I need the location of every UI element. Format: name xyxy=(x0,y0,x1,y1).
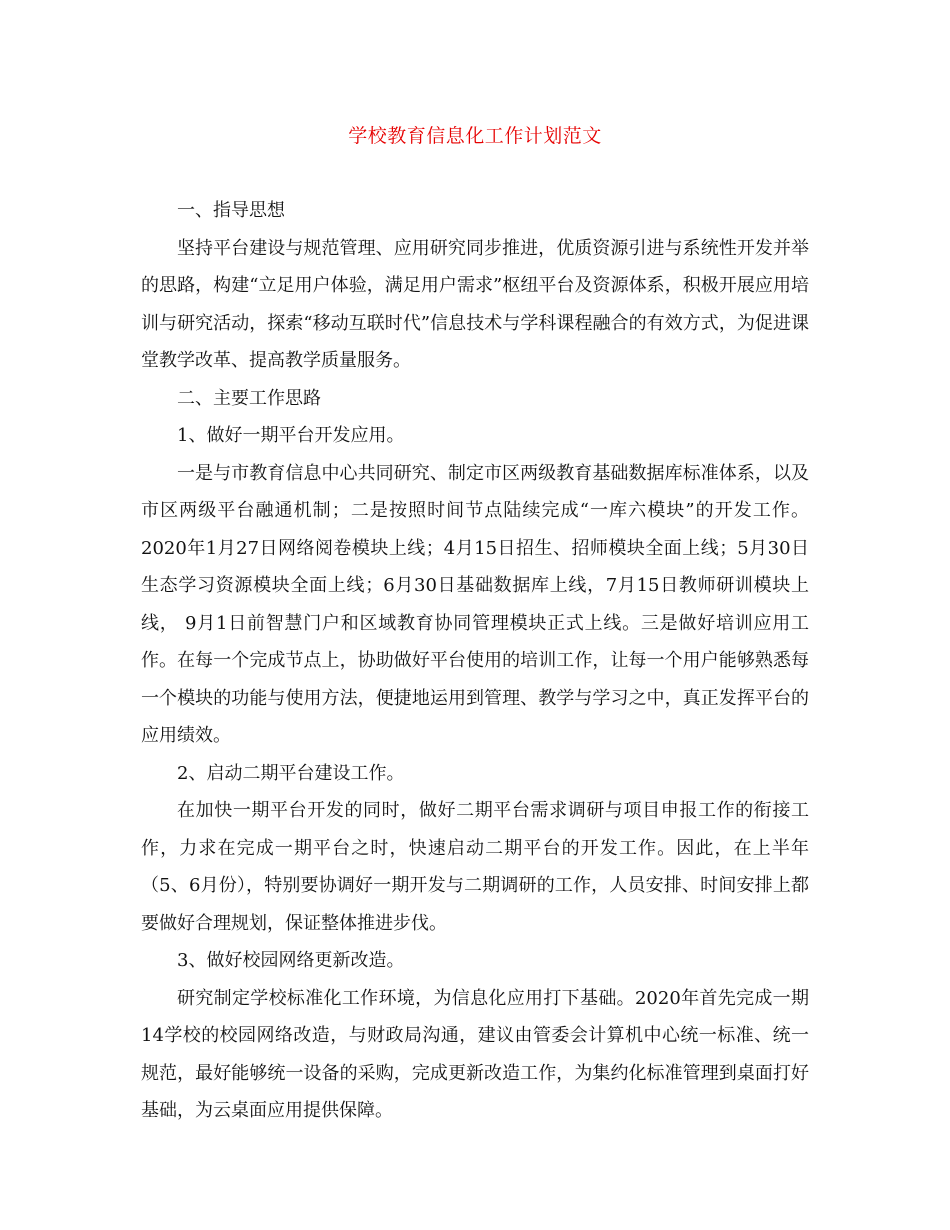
subheading-phase-one-platform: 1、做好一期平台开发应用。 xyxy=(177,425,405,446)
paragraph-campus-network: 研究制定学校标准化工作环境，为信息化应用打下基础。2020年首先完成一期14学校的校园网络改造，与财政局沟通，建议由管委会计算机中心统一标准、统一规范，最好能够统一设备的采购，完成更新改造工作，为集约化标准管理到桌面打好基础，为云桌面应用提供保障。 xyxy=(141,987,809,1121)
paragraph-phase-two-platform: 在加快一期平台开发的同时，做好二期平台需求调研与项目申报工作的衔接工作，力求在完成一期平台之时，快速启动二期平台的开发工作。因此，在上半年（5、6月份），特别要协调好一期开发与二期调研的工作，人员安排、时间安排上都要做好合理规划，保证整体推进步伐。 xyxy=(141,800,809,934)
document-body xyxy=(141,192,809,1130)
heading-main-work-ideas: 二、主要工作思路 xyxy=(177,387,321,409)
paragraph-guiding-ideology: 坚持平台建设与规范管理、应用研究同步推进，优质资源引进与系统性开发并举的思路，构建“立足用户体验，满足用户需求”枢纽平台及资源体系，积极开展应用培训与研究活动，探索“移动互联时代”信息技术与学科课程融合的有效方式，为促进课堂教学改革、提高教学质量服务。 xyxy=(141,237,809,371)
paragraph-phase-one-platform: 一是与市教育信息中心共同研究、制定市区两级教育基础数据库标准体系，以及市区两级平台融通机制；二是按照时间节点陆续完成“一库六模块”的开发工作。2020年1月27日网络阅卷模块上线；4月15日招生、招师模块全面上线；5月30日生态学习资源模块全面上线；6月30日基础数据库上线，7月15日教师研训模块上线， 9月1日前智慧门户和区域教育协同管理模块正式上线。三是做好培训应用工作。在每一个完成节点上，协助做好平台使用的培训工作，让每一个用户能够熟悉每一个模块的功能与使用方法，便捷地运用到管理、教学与学习之中，真正发挥平台的应用绩效。 xyxy=(141,462,809,746)
heading-guiding-ideology: 一、指导思想 xyxy=(177,200,285,221)
subheading-campus-network: 3、做好校园网络更新改造。 xyxy=(177,950,405,971)
document-title: 学校教育信息化工作计划范文 xyxy=(348,125,602,147)
subheading-phase-two-platform: 2、启动二期平台建设工作。 xyxy=(177,762,405,784)
